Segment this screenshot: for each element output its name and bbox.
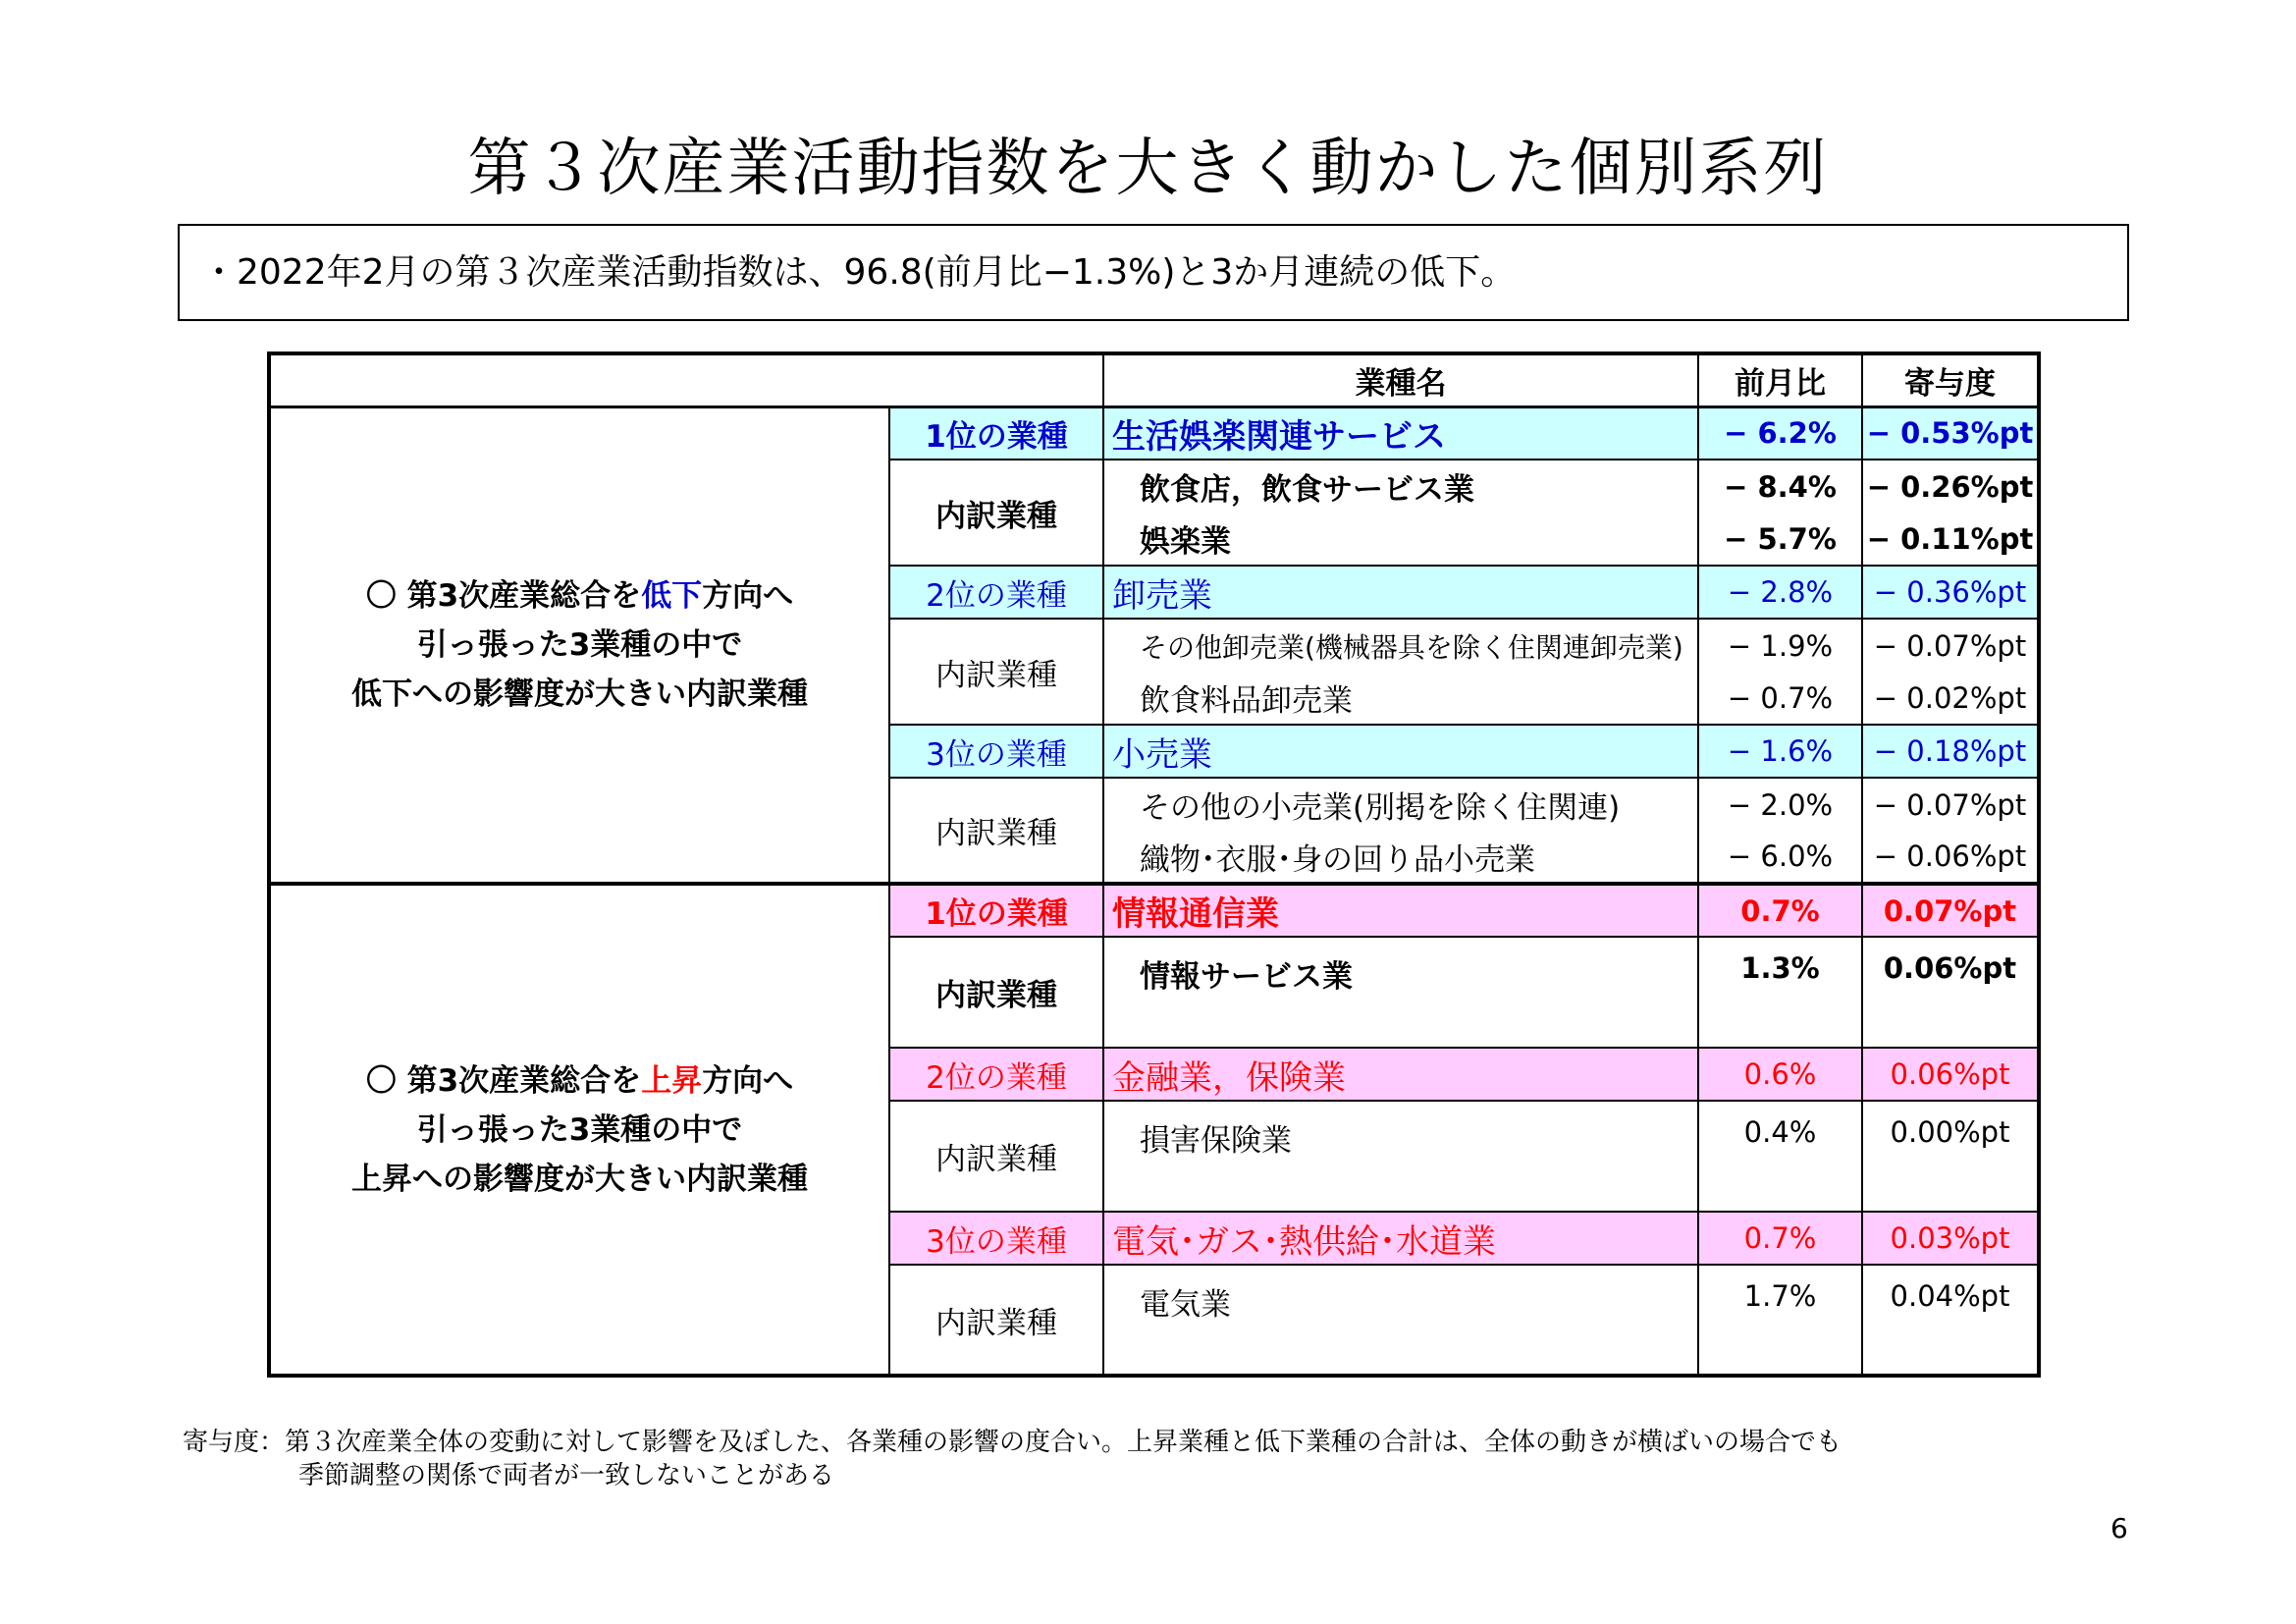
group-label-down: 〇 第3次産業総合を低下方向へ 引っ張った3業種の中で 低下への影響度が大きい内訳業種 bbox=[269, 406, 889, 884]
mom-value: − 6.2% bbox=[1698, 406, 1862, 460]
table-row bbox=[269, 406, 2039, 460]
contrib-value: − 0.07%pt bbox=[1862, 619, 2039, 672]
mom-value: 0.7% bbox=[1698, 884, 1862, 937]
rank-label: 2位の業種 bbox=[889, 1048, 1103, 1101]
breakdown-label: 内訳業種 bbox=[889, 1101, 1103, 1212]
rank-label: 1位の業種 bbox=[889, 406, 1103, 460]
sub-industry-name: 飲食料品卸売業 bbox=[1103, 672, 1698, 725]
header-name: 業種名 bbox=[1103, 353, 1698, 406]
table-row bbox=[269, 884, 2039, 937]
industry-name: 電気･ガス･熱供給･水道業 bbox=[1103, 1212, 1698, 1265]
down-highlight: 低下 bbox=[641, 577, 703, 614]
group-label-up: 〇 第3次産業総合を上昇方向へ 引っ張った3業種の中で 上昇への影響度が大きい内訳業種 bbox=[269, 884, 889, 1376]
contrib-value: − 0.02%pt bbox=[1862, 672, 2039, 725]
header-contrib: 寄与度 bbox=[1862, 353, 2039, 406]
industry-name: 生活娯楽関連サービス bbox=[1103, 406, 1698, 460]
summary-box: ・2022年2月の第３次産業活動指数は、96.8(前月比−1.3%)と3か月連続の低下。 bbox=[178, 224, 2129, 321]
mom-value: − 8.4% bbox=[1698, 460, 1862, 513]
table-header-row bbox=[269, 353, 2039, 406]
contrib-value: − 0.11%pt bbox=[1862, 513, 2039, 566]
breakdown-label: 内訳業種 bbox=[889, 937, 1103, 1048]
contrib-value: − 0.06%pt bbox=[1862, 831, 2039, 884]
footnote-line-2: 季節調整の関係で両者が一致しないことがある bbox=[298, 1461, 835, 1490]
breakdown-label: 内訳業種 bbox=[889, 1265, 1103, 1376]
mom-value: − 1.6% bbox=[1698, 725, 1862, 778]
contrib-value: 0.03%pt bbox=[1862, 1212, 2039, 1265]
contrib-value: 0.00%pt bbox=[1862, 1101, 2039, 1212]
contribution-table bbox=[267, 352, 2041, 1378]
industry-name: 卸売業 bbox=[1103, 566, 1698, 619]
rank-label: 3位の業種 bbox=[889, 725, 1103, 778]
footnote bbox=[183, 1426, 1842, 1492]
rank-label: 3位の業種 bbox=[889, 1212, 1103, 1265]
contrib-value: 0.06%pt bbox=[1862, 1048, 2039, 1101]
sub-industry-name: 飲食店，飲食サービス業 bbox=[1103, 460, 1698, 513]
breakdown-label: 内訳業種 bbox=[889, 619, 1103, 725]
breakdown-label: 内訳業種 bbox=[889, 778, 1103, 884]
mom-value: 0.7% bbox=[1698, 1212, 1862, 1265]
sub-industry-name: 織物･衣服･身の回り品小売業 bbox=[1103, 831, 1698, 884]
mom-value: − 2.0% bbox=[1698, 778, 1862, 831]
breakdown-label: 内訳業種 bbox=[889, 460, 1103, 566]
sub-industry-name: 損害保険業 bbox=[1103, 1101, 1698, 1212]
contrib-value: − 0.26%pt bbox=[1862, 460, 2039, 513]
sub-industry-name: その他卸売業(機械器具を除く住関連卸売業) bbox=[1103, 619, 1698, 672]
mom-value: 0.6% bbox=[1698, 1048, 1862, 1101]
contrib-value: − 0.36%pt bbox=[1862, 566, 2039, 619]
mom-value: 0.4% bbox=[1698, 1101, 1862, 1212]
contrib-value: 0.04%pt bbox=[1862, 1265, 2039, 1376]
mom-value: − 6.0% bbox=[1698, 831, 1862, 884]
up-highlight: 上昇 bbox=[641, 1062, 703, 1099]
mom-value: − 5.7% bbox=[1698, 513, 1862, 566]
rank-label: 2位の業種 bbox=[889, 566, 1103, 619]
sub-industry-name: 情報サービス業 bbox=[1103, 937, 1698, 1048]
contrib-value: 0.07%pt bbox=[1862, 884, 2039, 937]
contrib-value: − 0.07%pt bbox=[1862, 778, 2039, 831]
mom-value: − 1.9% bbox=[1698, 619, 1862, 672]
contrib-value: 0.06%pt bbox=[1862, 937, 2039, 1048]
header-mom: 前月比 bbox=[1698, 353, 1862, 406]
page-number: 6 bbox=[2110, 1512, 2128, 1544]
mom-value: − 2.8% bbox=[1698, 566, 1862, 619]
industry-name: 小売業 bbox=[1103, 725, 1698, 778]
mom-value: 1.7% bbox=[1698, 1265, 1862, 1376]
page-title: 第３次産業活動指数を大きく動かした個別系列 bbox=[467, 133, 1829, 205]
industry-name: 金融業，保険業 bbox=[1103, 1048, 1698, 1101]
contrib-value: − 0.18%pt bbox=[1862, 725, 2039, 778]
mom-value: 1.3% bbox=[1698, 937, 1862, 1048]
footnote-line-1: 寄与度：第３次産業全体の変動に対して影響を及ぼした、各業種の影響の度合い。上昇業種と低下業種の合計は、全体の動きが横ばいの場合でも bbox=[183, 1428, 1842, 1457]
sub-industry-name: その他の小売業(別掲を除く住関連) bbox=[1103, 778, 1698, 831]
mom-value: − 0.7% bbox=[1698, 672, 1862, 725]
sub-industry-name: 娯楽業 bbox=[1103, 513, 1698, 566]
contrib-value: − 0.53%pt bbox=[1862, 406, 2039, 460]
sub-industry-name: 電気業 bbox=[1103, 1265, 1698, 1376]
rank-label: 1位の業種 bbox=[889, 884, 1103, 937]
industry-name: 情報通信業 bbox=[1103, 884, 1698, 937]
